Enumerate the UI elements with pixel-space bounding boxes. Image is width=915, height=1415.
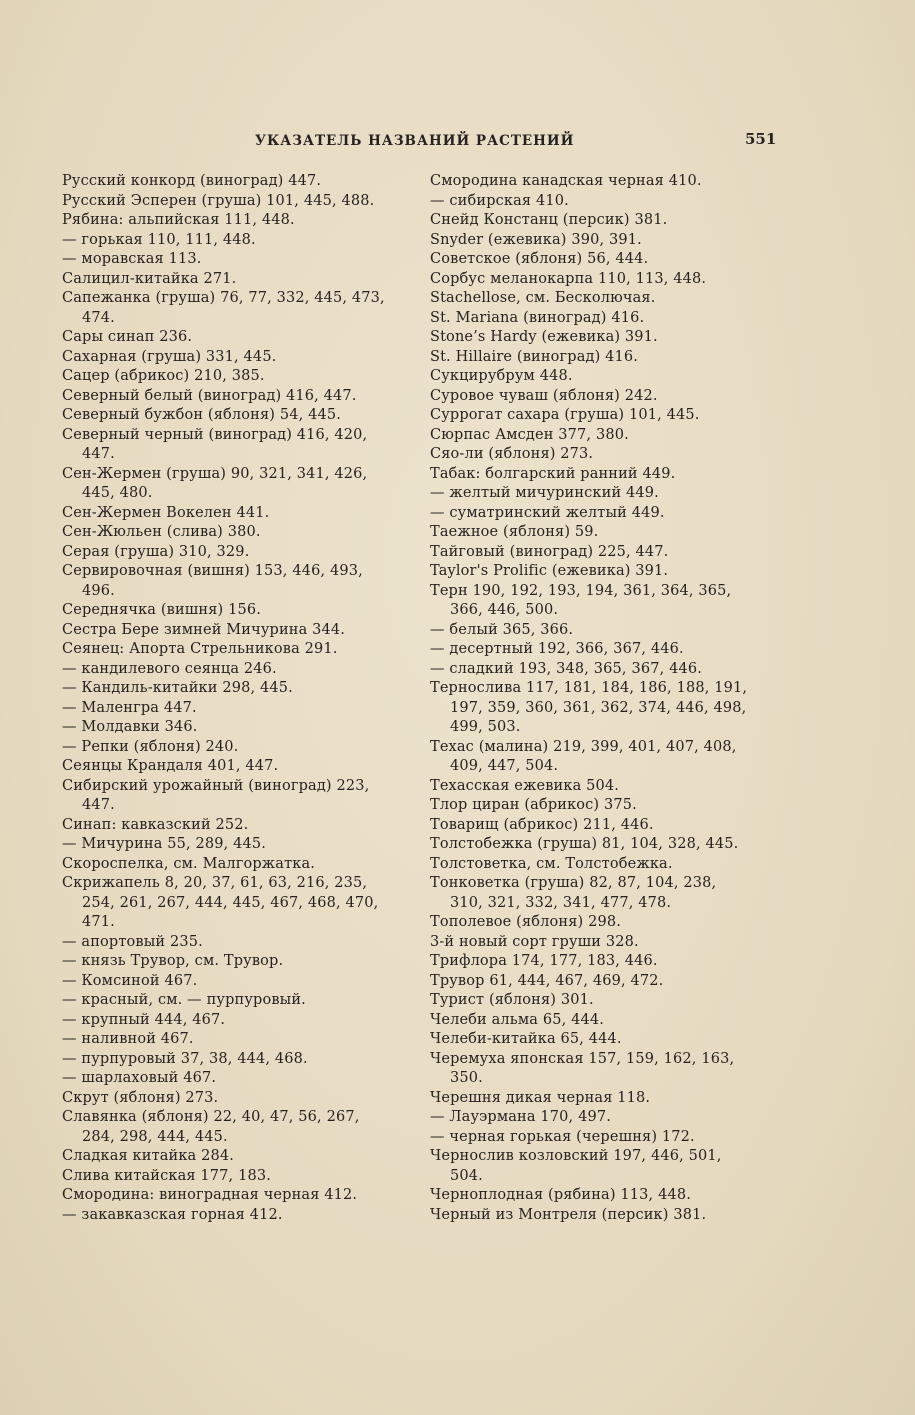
index-entry: Сен-Жермен Вокелен 441.	[62, 504, 270, 521]
index-entry: Смородина: виноградная черная 412.	[62, 1187, 358, 1203]
index-entry: Snyder (ежевика) 390, 391.	[430, 231, 642, 248]
index-entry: Русский конкорд (виноград) 447.	[62, 173, 322, 189]
index-entry: Тлор циран (абрикос) 375.	[430, 797, 637, 813]
index-entry: Челеби альма 65, 444.	[430, 1011, 604, 1028]
index-entry: 3-й новый сорт груши 328.	[430, 933, 639, 950]
index-entry: — сибирская 410.	[430, 192, 569, 209]
index-entry: Скрут (яблоня) 273.	[62, 1089, 219, 1106]
index-entry: — Молдавки 346.	[62, 719, 198, 735]
index-entry-continuation: 366, 446, 500.	[450, 602, 559, 618]
index-entry-continuation: 496.	[82, 582, 115, 599]
index-entry: Турист (яблоня) 301.	[430, 992, 594, 1008]
index-entry: — князь Трувор, см. Трувор.	[62, 953, 284, 969]
index-entry: Серая (груша) 310, 329.	[62, 543, 250, 560]
index-entry: Суровое чуваш (яблоня) 242.	[430, 387, 658, 404]
index-entry-continuation: 499, 503.	[450, 719, 521, 735]
index-entry: Сеянец: Апорта Стрельникова 291.	[62, 641, 338, 657]
index-entry-continuation: 445, 480.	[82, 485, 153, 501]
index-entry: — пурпуровый 37, 38, 444, 468.	[62, 1050, 308, 1067]
index-entry: Сибирский урожайный (виноград) 223,	[62, 777, 370, 794]
index-entry: Тайговый (виноград) 225, 447.	[430, 543, 669, 560]
index-entry-continuation: 447.	[82, 797, 115, 813]
index-entry: Сестра Бере зимней Мичурина 344.	[62, 621, 346, 638]
index-entry: — горькая 110, 111, 448.	[62, 231, 256, 248]
index-entry: — Лауэрмана 170, 497.	[430, 1109, 611, 1125]
index-entry: Скороспелка, см. Малгоржатка.	[62, 855, 316, 872]
index-column-right	[430, 172, 775, 1225]
index-entry: Суррогат сахара (груша) 101, 445.	[430, 407, 700, 423]
index-entry: — Репки (яблоня) 240.	[62, 738, 239, 755]
index-entry: Stone’s Hardy (ежевика) 391.	[430, 329, 658, 345]
index-entry: Товарищ (абрикос) 211, 446.	[430, 816, 654, 833]
index-entry: Черноплодная (рябина) 113, 448.	[430, 1187, 691, 1203]
index-entry: Челеби-китайка 65, 444.	[430, 1031, 622, 1047]
index-entry: Черешня дикая черная 118.	[430, 1089, 651, 1106]
index-entry: — наливной 467.	[62, 1031, 194, 1047]
index-entry-continuation: 310, 321, 332, 341, 477, 478.	[450, 894, 672, 911]
index-entry: — Маленгра 447.	[62, 699, 197, 716]
index-entry: Снейд Констанц (персик) 381.	[430, 212, 668, 228]
index-column-left	[62, 172, 407, 1225]
index-entry-continuation: 350.	[450, 1070, 483, 1086]
index-entry: Сен-Жюльен (слива) 380.	[62, 524, 261, 540]
index-entry: — Мичурина 55, 289, 445.	[62, 836, 267, 852]
index-entry-continuation: 284, 298, 444, 445.	[82, 1128, 228, 1145]
index-entry: Сацер (абрикос) 210, 385.	[62, 368, 265, 384]
index-entry: — Кандиль-китайки 298, 445.	[62, 680, 293, 696]
index-entry: — апортовый 235.	[62, 933, 203, 950]
index-entry-continuation: 254, 261, 267, 444, 445, 467, 468, 470,	[82, 894, 379, 911]
index-entry: Рябина: альпийская 111, 448.	[62, 212, 295, 228]
index-entry-continuation: 447.	[82, 446, 115, 462]
index-entry: St. Mariana (виноград) 416.	[430, 309, 645, 326]
index-entry: — белый 365, 366.	[430, 621, 574, 638]
index-entry: Техасская ежевика 504.	[430, 777, 620, 794]
index-entry: Середнячка (вишня) 156.	[62, 602, 261, 618]
index-entry: Сюрпас Амсден 377, 380.	[430, 426, 629, 443]
index-entry: Тонковетка (груша) 82, 87, 104, 238,	[430, 875, 717, 891]
index-entry-continuation: 409, 447, 504.	[450, 758, 559, 774]
index-entry: Северный белый (виноград) 416, 447.	[62, 387, 357, 404]
index-entry: Северный черный (виноград) 416, 420,	[62, 426, 368, 443]
index-entry: Сукцирубрум 448.	[430, 368, 573, 384]
index-entry: Сяо-ли (яблоня) 273.	[430, 446, 594, 462]
index-entry: — моравская 113.	[62, 251, 202, 267]
index-entry: Северный бужбон (яблоня) 54, 445.	[62, 407, 341, 423]
index-entry: Сервировочная (вишня) 153, 446, 493,	[62, 563, 363, 579]
index-entry: Трувор 61, 444, 467, 469, 472.	[430, 972, 664, 989]
index-entry: Табак: болгарский ранний 449.	[430, 465, 676, 482]
index-entry: Сорбус меланокарпа 110, 113, 448.	[430, 270, 707, 287]
index-entry: Салицил-китайка 271.	[62, 270, 237, 287]
index-entry: Сахарная (груша) 331, 445.	[62, 348, 277, 365]
index-entry: — суматринский желтый 449.	[430, 504, 665, 521]
index-entry: Таежное (яблоня) 59.	[430, 524, 599, 540]
index-entry: — крупный 444, 467.	[62, 1011, 226, 1028]
index-entry: Смородина канадская черная 410.	[430, 173, 702, 189]
running-header-title: УКАЗАТЕЛЬ НАЗВАНИЙ РАСТЕНИЙ	[255, 133, 575, 149]
index-entry: — Комсиной 467.	[62, 972, 198, 989]
index-entry: Тернослива 117, 181, 184, 186, 188, 191,	[430, 680, 748, 696]
index-entry: — кандилевого сеянца 246.	[62, 660, 277, 677]
index-entry-continuation: 474.	[82, 309, 115, 326]
index-entry: Stachellose, см. Бесколючая.	[430, 290, 656, 306]
index-entry: St. Hillaire (виноград) 416.	[430, 348, 639, 365]
index-entry: Слива китайская 177, 183.	[62, 1167, 271, 1184]
index-entry: Скрижапель 8, 20, 37, 61, 63, 216, 235,	[62, 875, 368, 891]
index-entry: Техас (малина) 219, 399, 401, 407, 408,	[430, 738, 737, 755]
index-entry: — черная горькая (черешня) 172.	[430, 1128, 695, 1145]
index-entry: — десертный 192, 366, 367, 446.	[430, 641, 684, 657]
page-number: 551	[745, 130, 777, 148]
index-entry: Трифлора 174, 177, 183, 446.	[430, 953, 658, 969]
index-entry: Синап: кавказский 252.	[62, 816, 249, 833]
index-entry: Черемуха японская 157, 159, 162, 163,	[430, 1050, 735, 1067]
index-entry: Сары синап 236.	[62, 329, 193, 345]
index-entry: Сапежанка (груша) 76, 77, 332, 445, 473,	[62, 290, 385, 306]
index-entry: Советское (яблоня) 56, 444.	[430, 251, 649, 267]
index-entry: Толстобежка (груша) 81, 104, 328, 445.	[430, 836, 739, 852]
index-entry: Терн 190, 192, 193, 194, 361, 364, 365,	[430, 582, 732, 599]
index-entry: Тополевое (яблоня) 298.	[430, 914, 621, 930]
index-entry-continuation: 197, 359, 360, 361, 362, 374, 446, 498,	[450, 699, 747, 716]
index-entry: Taylor's Prolific (ежевика) 391.	[430, 563, 669, 579]
index-entry: — шарлаховый 467.	[62, 1070, 217, 1086]
index-entry: Черный из Монтреля (персик) 381.	[430, 1206, 707, 1223]
index-entry: Русский Эсперен (груша) 101, 445, 488.	[62, 192, 375, 209]
index-entry: Сен-Жермен (груша) 90, 321, 341, 426,	[62, 465, 368, 482]
index-entry: Чернослив козловский 197, 446, 501,	[430, 1148, 722, 1164]
index-entry: — красный, см. — пурпуровый.	[62, 992, 306, 1008]
index-entry: Сеянцы Крандаля 401, 447.	[62, 758, 279, 774]
index-entry: — желтый мичуринский 449.	[430, 485, 659, 501]
index-entry-continuation: 471.	[82, 914, 115, 930]
index-entry: — закавказская горная 412.	[62, 1206, 283, 1223]
index-entry: Сладкая китайка 284.	[62, 1148, 235, 1164]
index-entry: Толстоветка, см. Толстобежка.	[430, 855, 673, 872]
index-entry: Славянка (яблоня) 22, 40, 47, 56, 267,	[62, 1109, 360, 1125]
index-entry: — сладкий 193, 348, 365, 367, 446.	[430, 660, 702, 677]
index-entry-continuation: 504.	[450, 1167, 483, 1184]
